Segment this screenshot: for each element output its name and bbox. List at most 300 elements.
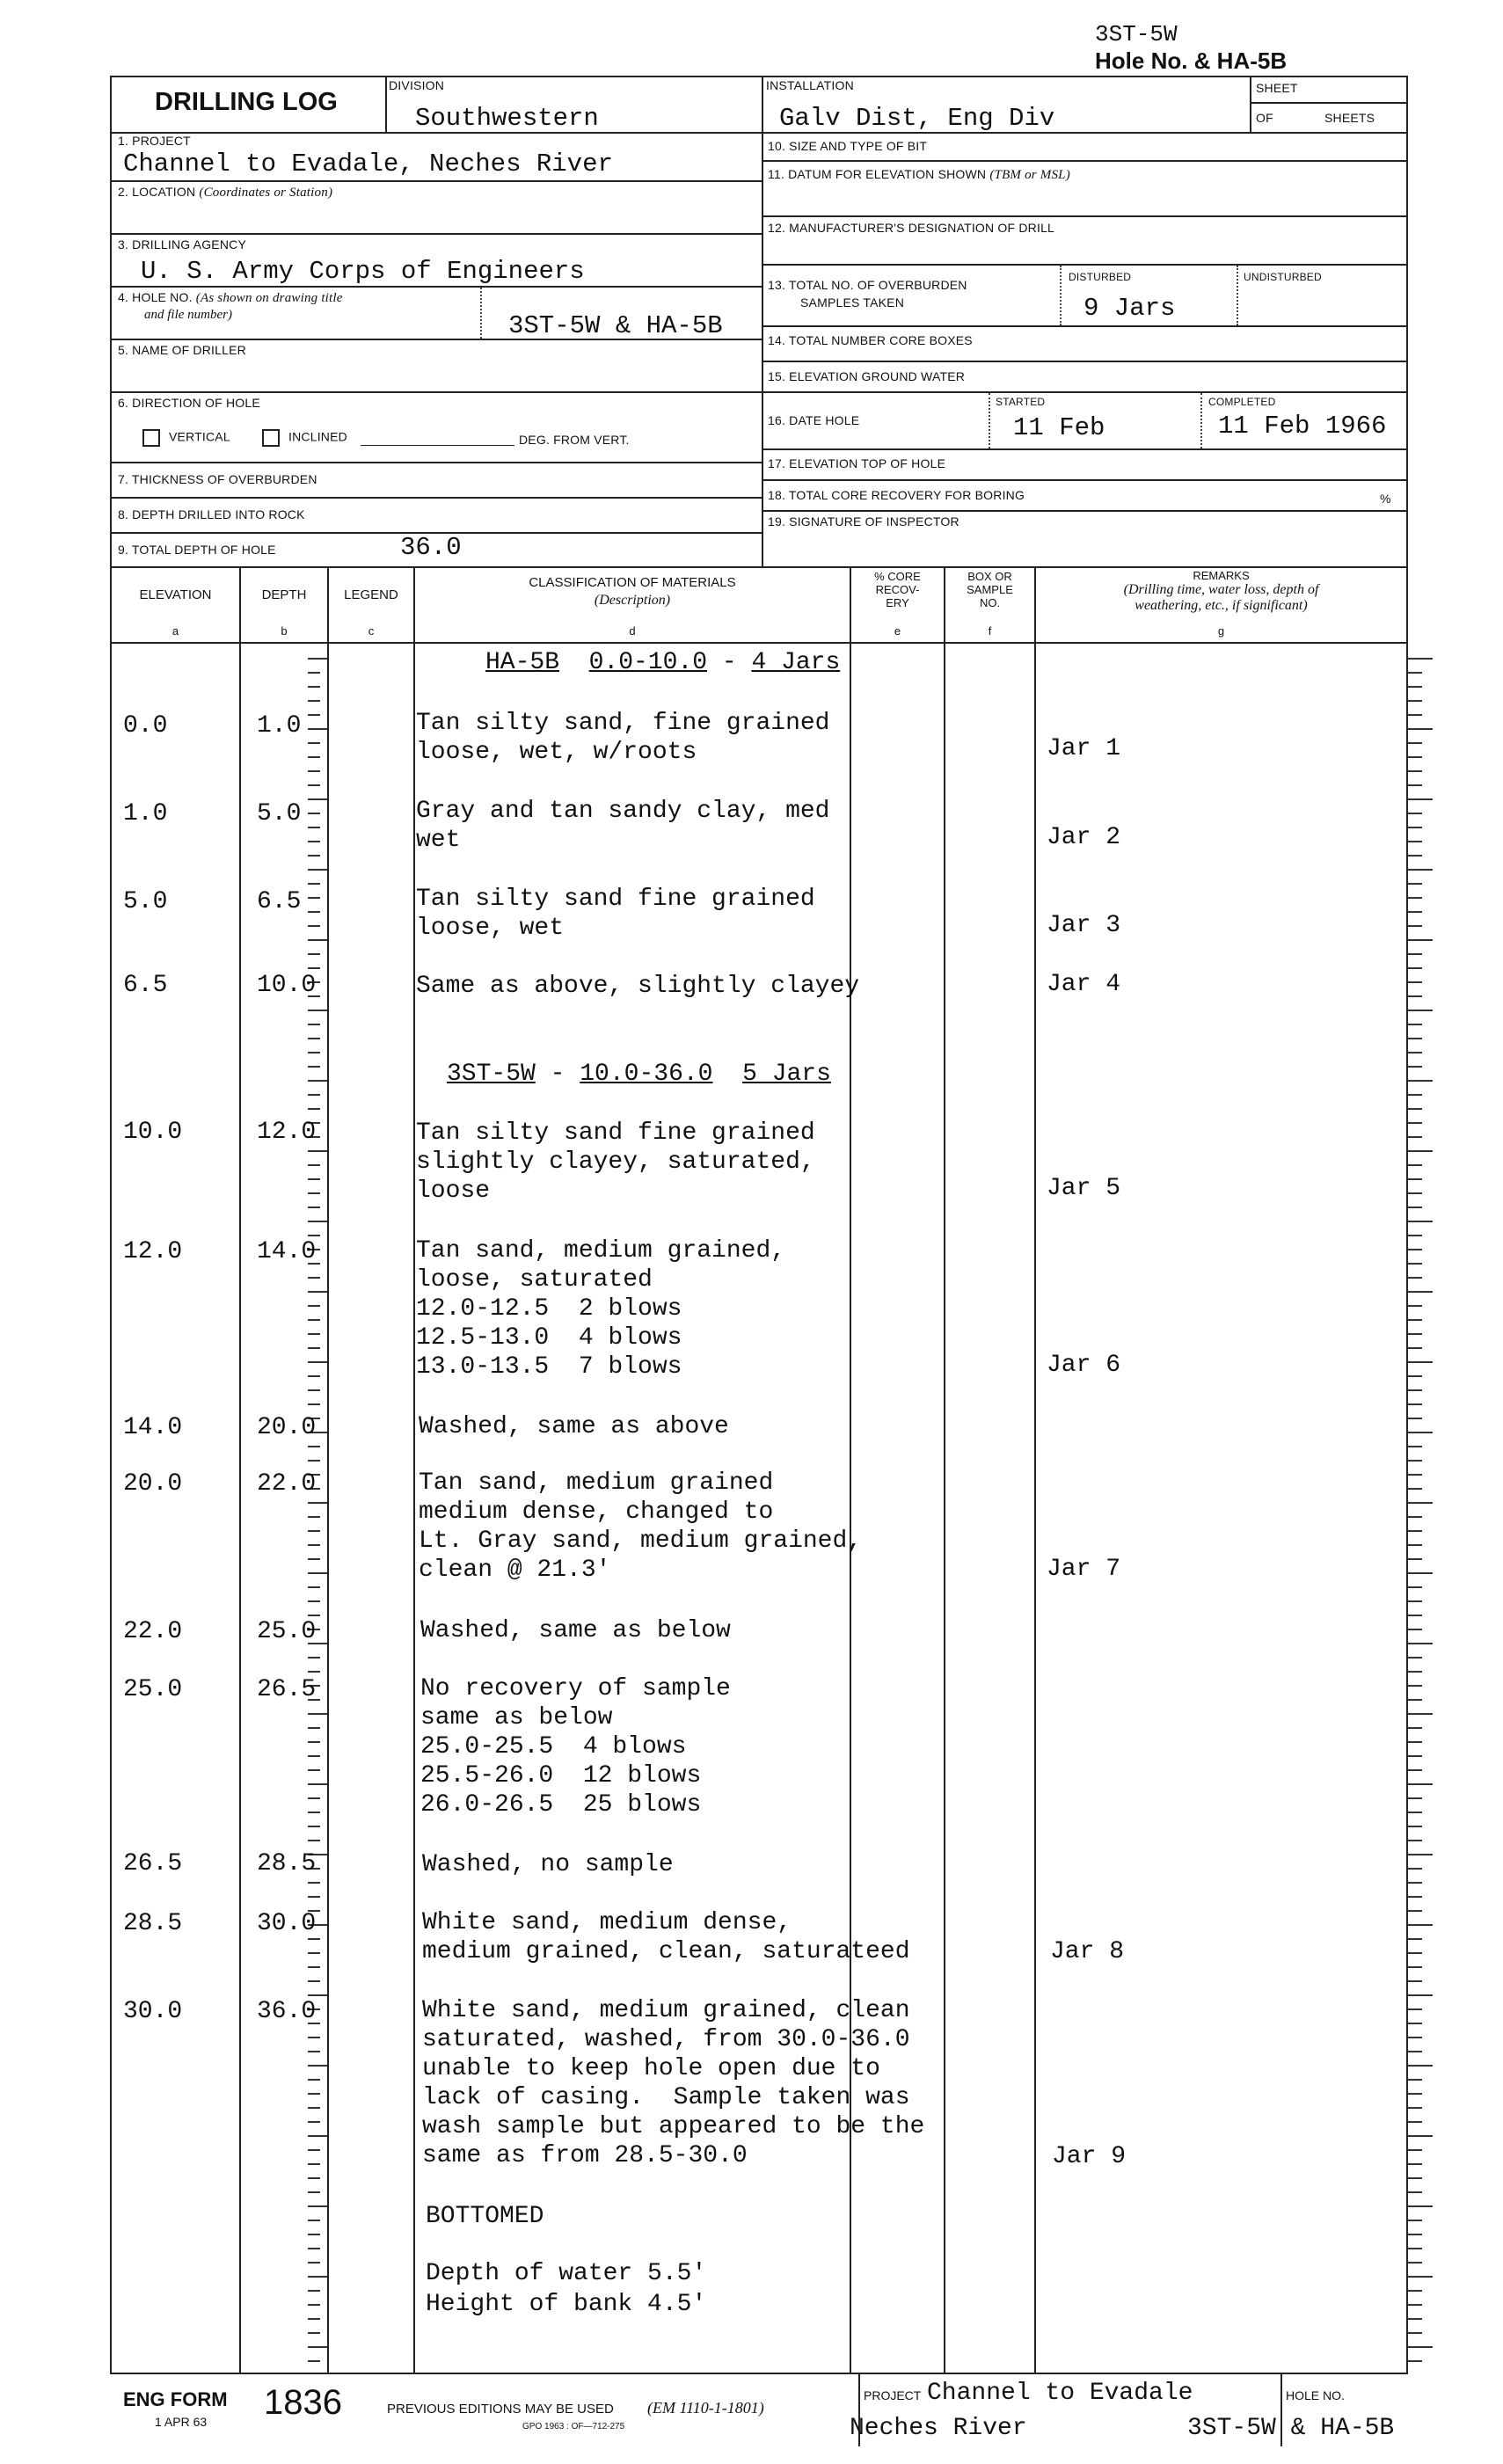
margin-tick bbox=[1408, 1558, 1422, 1560]
depth-tick bbox=[308, 1994, 327, 1996]
depth-tick bbox=[308, 1389, 320, 1391]
total-depth-label: 9. TOTAL DEPTH OF HOLE bbox=[118, 543, 276, 557]
depth-tick bbox=[308, 1024, 320, 1025]
row-depth: 30.0 bbox=[257, 1910, 317, 1937]
margin-tick bbox=[1408, 1024, 1422, 1025]
margin-tick bbox=[1408, 672, 1422, 674]
col-classification-sub: (Description) bbox=[594, 593, 671, 608]
row-description: Tan silty sand fine grained loose, wet bbox=[416, 886, 815, 942]
row-depth: 36.0 bbox=[257, 1998, 317, 2025]
margin-tick bbox=[1408, 1361, 1433, 1363]
row-description: Washed, same as below bbox=[420, 1617, 731, 1644]
margin-tick bbox=[1408, 1600, 1422, 1602]
depth-tick bbox=[308, 1882, 320, 1884]
depth-tick bbox=[308, 798, 327, 800]
margin-tick bbox=[1408, 1994, 1433, 1996]
undisturbed-label: UNDISTURBED bbox=[1244, 271, 1322, 283]
row-description: Washed, same as above bbox=[419, 1413, 729, 1440]
row-depth: 25.0 bbox=[257, 1618, 317, 1645]
margin-tick bbox=[1408, 1812, 1422, 1813]
margin-tick bbox=[1408, 2051, 1422, 2052]
margin-tick bbox=[1408, 883, 1422, 885]
margin-tick bbox=[1408, 1488, 1422, 1490]
depth-tick bbox=[308, 841, 320, 842]
depth-tick bbox=[308, 813, 320, 814]
row-jar: Jar 4 bbox=[1047, 971, 1121, 998]
depth-tick bbox=[308, 1333, 320, 1335]
depth-tick bbox=[308, 2346, 327, 2348]
margin-tick bbox=[1408, 1544, 1422, 1546]
margin-tick bbox=[1408, 1685, 1422, 1687]
row-jar: Jar 6 bbox=[1047, 1352, 1121, 1379]
completed-value: 11 Feb 1966 bbox=[1218, 412, 1387, 441]
depth-tick bbox=[308, 2093, 320, 2095]
margin-tick bbox=[1408, 1291, 1433, 1293]
depth-tick bbox=[308, 1347, 320, 1349]
depth-tick bbox=[308, 1657, 320, 1658]
previous-editions: PREVIOUS EDITIONS MAY BE USED bbox=[387, 2402, 614, 2417]
margin-tick bbox=[1408, 1896, 1422, 1898]
depth-tick bbox=[308, 967, 320, 969]
gpo-line: GPO 1963 : OF—712-275 bbox=[522, 2422, 625, 2431]
depth-tick bbox=[308, 827, 320, 828]
row-description: Same as above, slightly clayey bbox=[416, 973, 860, 1000]
depth-rock-label: 8. DEPTH DRILLED INTO ROCK bbox=[118, 507, 305, 521]
margin-tick bbox=[1408, 2360, 1422, 2362]
margin-tick bbox=[1408, 1980, 1422, 1982]
margin-tick bbox=[1408, 1797, 1422, 1799]
depth-tick bbox=[308, 1812, 320, 1813]
sheet-label: SHEET bbox=[1256, 81, 1298, 95]
total-depth-value: 36.0 bbox=[400, 533, 462, 562]
overburden-label: 7. THICKNESS OF OVERBURDEN bbox=[118, 472, 317, 486]
margin-tick bbox=[1408, 1671, 1422, 1673]
margin-tick bbox=[1408, 1418, 1422, 1419]
margin-tick bbox=[1408, 827, 1422, 828]
col-core-letter: e bbox=[894, 624, 901, 638]
depth-tick bbox=[308, 2248, 320, 2249]
margin-tick bbox=[1408, 798, 1433, 800]
margin-tick bbox=[1408, 1952, 1422, 1954]
location-label: 2. LOCATION (Coordinates or Station) bbox=[118, 185, 333, 200]
depth-tick bbox=[308, 1600, 320, 1602]
col-box: BOX OR SAMPLE NO. bbox=[967, 570, 1013, 609]
margin-tick bbox=[1408, 686, 1422, 688]
depth-tick bbox=[308, 2205, 327, 2207]
core-recovery-label: 18. TOTAL CORE RECOVERY FOR BORING bbox=[768, 488, 1025, 502]
depth-tick bbox=[308, 1840, 320, 1841]
depth-tick bbox=[308, 1769, 320, 1771]
margin-tick bbox=[1408, 1854, 1433, 1855]
depth-tick bbox=[308, 1783, 327, 1785]
depth-tick bbox=[308, 1980, 320, 1982]
margin-tick bbox=[1408, 2346, 1433, 2348]
depth-tick bbox=[308, 1727, 320, 1729]
row-depth: 10.0 bbox=[257, 972, 317, 999]
row-description: No recovery of sample same as below 25.0-25.5 4 blows 25.5-26.0 12 blows 26.0-26.5 25 blows bbox=[420, 1675, 731, 1819]
depth-tick bbox=[308, 742, 320, 744]
deg-from-vert-label: DEG. FROM VERT. bbox=[519, 433, 630, 447]
depth-tick bbox=[308, 2037, 320, 2038]
margin-tick bbox=[1408, 925, 1422, 927]
margin-tick bbox=[1408, 1347, 1422, 1349]
depth-tick bbox=[308, 2135, 327, 2137]
depth-tick bbox=[308, 2191, 320, 2193]
row-depth: 14.0 bbox=[257, 1238, 317, 1265]
margin-tick bbox=[1408, 1840, 1422, 1841]
margin-tick bbox=[1408, 1502, 1433, 1504]
row-depth: 12.0 bbox=[257, 1119, 317, 1146]
margin-tick bbox=[1408, 1319, 1422, 1321]
margin-tick bbox=[1408, 2023, 1422, 2024]
margin-tick bbox=[1408, 2177, 1422, 2179]
col-legend-letter: c bbox=[368, 624, 375, 638]
depth-tick bbox=[308, 1671, 320, 1673]
margin-tick bbox=[1408, 1038, 1422, 1039]
depth-tick bbox=[308, 714, 320, 716]
margin-tick bbox=[1408, 742, 1422, 744]
depth-tick bbox=[308, 1572, 327, 1574]
inclined-checkbox[interactable] bbox=[262, 429, 280, 447]
depth-tick bbox=[308, 2121, 320, 2123]
footer-project-label: PROJECT bbox=[864, 2388, 922, 2402]
date-hole-label: 16. DATE HOLE bbox=[768, 413, 860, 427]
depth-tick bbox=[308, 686, 320, 688]
margin-tick bbox=[1408, 1572, 1433, 1574]
row-description: Tan sand, medium grained medium dense, changed to Lt. Gray sand, medium grained, clean @ 21.3' bbox=[419, 1469, 863, 1584]
col-classification-letter: d bbox=[629, 624, 636, 638]
depth-tick bbox=[308, 1755, 320, 1757]
hole-no-hint: and file number) bbox=[144, 308, 232, 322]
bottomed-text: BOTTOMED bbox=[426, 2203, 544, 2230]
disturbed-label: DISTURBED bbox=[1069, 271, 1132, 283]
project-value: Channel to Evadale, Neches River bbox=[123, 149, 613, 179]
depth-tick bbox=[308, 1164, 320, 1166]
row-elevation: 6.5 bbox=[123, 972, 168, 999]
row-description: White sand, medium grained, clean saturated, washed, from 30.0-36.0 unable to keep hole open due to lack of casing. Sample taken was wash sample but appeared to be the same as from 28.5-30.0 bbox=[422, 1997, 925, 2169]
margin-tick bbox=[1408, 1516, 1422, 1518]
depth-tick bbox=[308, 1150, 327, 1152]
col-depth: DEPTH bbox=[261, 587, 307, 602]
hole-no-value: 3ST-5W & HA-5B bbox=[508, 311, 723, 340]
margin-tick bbox=[1408, 2290, 1422, 2292]
top-hole-no: Hole No. & HA-5B bbox=[1095, 47, 1288, 74]
margin-tick bbox=[1408, 939, 1433, 941]
margin-tick bbox=[1408, 2220, 1422, 2221]
row-jar: Jar 7 bbox=[1047, 1556, 1121, 1583]
vertical-option: VERTICAL bbox=[142, 429, 230, 447]
depth-tick bbox=[308, 1305, 320, 1307]
depth-tick bbox=[308, 1192, 320, 1194]
depth-tick bbox=[308, 672, 320, 674]
margin-tick bbox=[1408, 1333, 1422, 1335]
margin-tick bbox=[1408, 1375, 1422, 1377]
depth-tick bbox=[308, 1516, 320, 1518]
margin-tick bbox=[1408, 1713, 1433, 1715]
margin-tick bbox=[1408, 2121, 1422, 2123]
depth-tick bbox=[308, 2318, 320, 2320]
row-elevation: 22.0 bbox=[123, 1618, 183, 1645]
margin-tick bbox=[1408, 1052, 1422, 1053]
col-remarks-sub: (Drilling time, water loss, depth of weathering, etc., if significant) bbox=[1123, 582, 1319, 613]
margin-tick bbox=[1408, 1868, 1422, 1870]
margin-tick bbox=[1408, 2135, 1433, 2137]
depth-tick bbox=[308, 756, 320, 758]
margin-tick bbox=[1408, 2163, 1422, 2165]
margin-tick bbox=[1408, 1783, 1433, 1785]
row-depth: 26.5 bbox=[257, 1676, 317, 1703]
row-elevation: 10.0 bbox=[123, 1119, 183, 1146]
depth-tick bbox=[308, 1221, 327, 1222]
margin-tick bbox=[1408, 953, 1422, 955]
margin-tick bbox=[1408, 1277, 1422, 1279]
depth-tick bbox=[308, 1178, 320, 1180]
margin-tick bbox=[1408, 2332, 1422, 2334]
drilling-agency-label: 3. DRILLING AGENCY bbox=[118, 237, 246, 252]
margin-tick bbox=[1408, 1066, 1422, 1068]
depth-tick bbox=[308, 883, 320, 885]
row-jar: Jar 9 bbox=[1052, 2143, 1127, 2170]
margin-tick bbox=[1408, 1206, 1422, 1208]
depth-tick bbox=[308, 1952, 320, 1954]
overburden-samples-label: 13. TOTAL NO. OF OVERBURDEN bbox=[768, 278, 967, 292]
margin-tick bbox=[1408, 1938, 1422, 1940]
margin-tick bbox=[1408, 813, 1422, 814]
margin-tick bbox=[1408, 995, 1422, 997]
depth-tick bbox=[308, 700, 320, 702]
margin-tick bbox=[1408, 897, 1422, 899]
margin-tick bbox=[1408, 2079, 1422, 2081]
margin-tick bbox=[1408, 1924, 1433, 1926]
margin-tick bbox=[1408, 2276, 1433, 2278]
depth-tick bbox=[308, 1080, 327, 1082]
margin-tick bbox=[1408, 2262, 1422, 2264]
col-core: % CORE RECOV- ERY bbox=[874, 570, 921, 609]
margin-tick bbox=[1408, 1586, 1422, 1588]
row-depth: 22.0 bbox=[257, 1470, 317, 1498]
row-depth: 20.0 bbox=[257, 1414, 317, 1441]
depth-tick bbox=[308, 939, 327, 941]
depth-tick bbox=[308, 770, 320, 772]
depth-tick bbox=[308, 1108, 320, 1110]
ground-water-label: 15. ELEVATION GROUND WATER bbox=[768, 369, 966, 383]
margin-tick bbox=[1408, 2149, 1422, 2151]
row-description: White sand, medium dense, medium grained, clean, saturateed bbox=[422, 1909, 910, 1965]
margin-tick bbox=[1408, 841, 1422, 842]
depth-tick bbox=[308, 2163, 320, 2165]
margin-tick bbox=[1408, 1150, 1433, 1152]
depth-tick bbox=[308, 1052, 320, 1053]
margin-tick bbox=[1408, 1094, 1422, 1096]
core-recovery-unit: % bbox=[1380, 492, 1391, 506]
depth-tick bbox=[308, 1403, 320, 1405]
margin-tick bbox=[1408, 1192, 1422, 1194]
depth-tick bbox=[308, 2360, 320, 2362]
margin-tick bbox=[1408, 1178, 1422, 1180]
depth-tick bbox=[308, 1446, 320, 1447]
margin-tick bbox=[1408, 1432, 1433, 1433]
depth-tick bbox=[308, 1558, 320, 1560]
margin-tick bbox=[1408, 1530, 1422, 1532]
top-elevation-label: 17. ELEVATION TOP OF HOLE bbox=[768, 456, 946, 470]
form-date: 1 APR 63 bbox=[155, 2415, 208, 2429]
margin-tick bbox=[1408, 1727, 1422, 1729]
margin-tick bbox=[1408, 756, 1422, 758]
margin-tick bbox=[1408, 784, 1422, 786]
eng-form-label: ENG FORM bbox=[123, 2388, 228, 2410]
row-description: Gray and tan sandy clay, med wet bbox=[416, 798, 830, 854]
depth-tick bbox=[308, 1235, 320, 1236]
margin-tick bbox=[1408, 1389, 1422, 1391]
margin-tick bbox=[1408, 1010, 1433, 1011]
margin-tick bbox=[1408, 2318, 1422, 2320]
depth-tick bbox=[308, 2290, 320, 2292]
margin-tick bbox=[1408, 1882, 1422, 1884]
depth-of-water: Depth of water 5.5' bbox=[426, 2260, 707, 2287]
row-description: Washed, no sample bbox=[422, 1851, 674, 1878]
row-jar: Jar 1 bbox=[1047, 735, 1121, 762]
row-jar: Jar 8 bbox=[1050, 1938, 1125, 1965]
depth-tick bbox=[308, 1797, 320, 1799]
margin-tick bbox=[1408, 2191, 1422, 2193]
section-heading-1: HA-5B 0.0-10.0 - 4 Jars bbox=[485, 649, 841, 676]
core-boxes-label: 14. TOTAL NUMBER CORE BOXES bbox=[768, 333, 973, 347]
margin-tick bbox=[1408, 1446, 1422, 1447]
margin-tick bbox=[1408, 2248, 1422, 2249]
completed-label: COMPLETED bbox=[1208, 396, 1276, 408]
depth-tick bbox=[308, 1066, 320, 1068]
margin-tick bbox=[1408, 700, 1422, 702]
vertical-checkbox[interactable] bbox=[142, 429, 160, 447]
depth-tick bbox=[308, 911, 320, 913]
depth-tick bbox=[308, 784, 320, 786]
sheet-of-label: OF bbox=[1256, 111, 1273, 125]
footer-project-line2: Neches River bbox=[850, 2415, 1027, 2442]
col-elevation: ELEVATION bbox=[139, 587, 212, 602]
row-elevation: 25.0 bbox=[123, 1676, 183, 1703]
margin-tick bbox=[1408, 1136, 1422, 1138]
margin-tick bbox=[1408, 1699, 1422, 1701]
row-jar: Jar 5 bbox=[1047, 1175, 1121, 1202]
margin-tick bbox=[1408, 1249, 1422, 1250]
division-value: Southwestern bbox=[415, 104, 599, 133]
row-jar: Jar 3 bbox=[1047, 912, 1121, 939]
depth-tick bbox=[308, 2304, 320, 2306]
margin-tick bbox=[1408, 2107, 1422, 2109]
margin-tick bbox=[1408, 2205, 1433, 2207]
margin-tick bbox=[1408, 1826, 1422, 1827]
row-elevation: 28.5 bbox=[123, 1910, 183, 1937]
project-label: 1. PROJECT bbox=[118, 134, 191, 148]
row-depth: 28.5 bbox=[257, 1850, 317, 1877]
row-elevation: 26.5 bbox=[123, 1850, 183, 1877]
direction-label: 6. DIRECTION OF HOLE bbox=[118, 396, 260, 410]
footer-project-line1: Channel to Evadale bbox=[927, 2380, 1193, 2407]
margin-tick bbox=[1408, 2304, 1422, 2306]
col-elevation-letter: a bbox=[171, 624, 179, 638]
row-elevation: 5.0 bbox=[123, 888, 168, 915]
row-elevation: 1.0 bbox=[123, 800, 168, 827]
margin-tick bbox=[1408, 728, 1433, 730]
depth-tick bbox=[308, 1375, 320, 1377]
margin-tick bbox=[1408, 1403, 1422, 1405]
depth-tick bbox=[308, 1826, 320, 1827]
col-classification: CLASSIFICATION OF MATERIALS bbox=[529, 575, 736, 590]
started-value: 11 Feb bbox=[1013, 413, 1105, 442]
em-reference: (EM 1110-1-1801) bbox=[647, 2399, 764, 2417]
margin-tick bbox=[1408, 1474, 1422, 1476]
depth-tick bbox=[308, 1741, 320, 1743]
margin-tick bbox=[1408, 1263, 1422, 1265]
installation-value: Galv Dist, Eng Div bbox=[779, 104, 1055, 133]
depth-tick bbox=[308, 1206, 320, 1208]
margin-tick bbox=[1408, 981, 1422, 983]
margin-tick bbox=[1408, 1910, 1422, 1912]
margin-tick bbox=[1408, 1305, 1422, 1307]
form-title: DRILLING LOG bbox=[155, 88, 338, 116]
margin-tick bbox=[1408, 2037, 1422, 2038]
depth-tick bbox=[308, 2177, 320, 2179]
depth-tick bbox=[308, 1319, 320, 1321]
depth-tick bbox=[308, 1530, 320, 1532]
overburden-samples-label-2: SAMPLES TAKEN bbox=[800, 295, 905, 310]
depth-tick bbox=[308, 925, 320, 927]
footer-hole-value: 3ST-5W & HA-5B bbox=[1187, 2415, 1395, 2442]
depth-tick bbox=[308, 1896, 320, 1898]
depth-tick bbox=[308, 2276, 327, 2278]
row-depth: 6.5 bbox=[257, 888, 302, 915]
installation-label: INSTALLATION bbox=[766, 78, 854, 92]
row-jar: Jar 2 bbox=[1047, 824, 1121, 851]
depth-tick bbox=[308, 869, 327, 871]
margin-tick bbox=[1408, 911, 1422, 913]
bit-label: 10. SIZE AND TYPE OF BIT bbox=[768, 139, 928, 153]
margin-tick bbox=[1408, 967, 1422, 969]
margin-tick bbox=[1408, 1629, 1422, 1630]
margin-tick bbox=[1408, 658, 1433, 660]
margin-tick bbox=[1408, 1122, 1422, 1124]
margin-tick bbox=[1408, 1080, 1433, 1082]
section-heading-2: 3ST-5W - 10.0-36.0 5 Jars bbox=[447, 1061, 831, 1088]
margin-tick bbox=[1408, 2234, 1422, 2235]
margin-tick bbox=[1408, 2093, 1422, 2095]
drill-designation-label: 12. MANUFACTURER'S DESIGNATION OF DRILL bbox=[768, 221, 1055, 235]
col-legend: LEGEND bbox=[344, 587, 398, 602]
height-of-bank: Height of bank 4.5' bbox=[426, 2291, 707, 2318]
row-elevation: 0.0 bbox=[123, 712, 168, 740]
driller-label: 5. NAME OF DRILLER bbox=[118, 343, 246, 357]
inspector-label: 19. SIGNATURE OF INSPECTOR bbox=[768, 514, 959, 529]
margin-tick bbox=[1408, 2008, 1422, 2010]
margin-tick bbox=[1408, 1966, 1422, 1968]
row-description: Tan sand, medium grained, loose, saturated 12.0-12.5 2 blows 12.5-13.0 4 blows 13.0-13.5 7 blows bbox=[416, 1237, 786, 1381]
depth-tick bbox=[308, 2262, 320, 2264]
depth-tick bbox=[308, 1713, 327, 1715]
depth-tick bbox=[308, 728, 327, 730]
row-depth: 1.0 bbox=[257, 712, 302, 740]
margin-tick bbox=[1408, 1769, 1422, 1771]
depth-tick bbox=[308, 1291, 327, 1293]
row-description: Tan silty sand fine grained slightly clayey, saturated, loose bbox=[416, 1119, 815, 1205]
depth-tick bbox=[308, 2149, 320, 2151]
drilling-agency-value: U. S. Army Corps of Engineers bbox=[141, 257, 585, 286]
row-elevation: 30.0 bbox=[123, 1998, 183, 2025]
depth-tick bbox=[308, 1938, 320, 1940]
depth-tick bbox=[308, 1094, 320, 1096]
margin-tick bbox=[1408, 869, 1433, 871]
division-label: DIVISION bbox=[389, 78, 445, 92]
margin-tick bbox=[1408, 2065, 1433, 2067]
